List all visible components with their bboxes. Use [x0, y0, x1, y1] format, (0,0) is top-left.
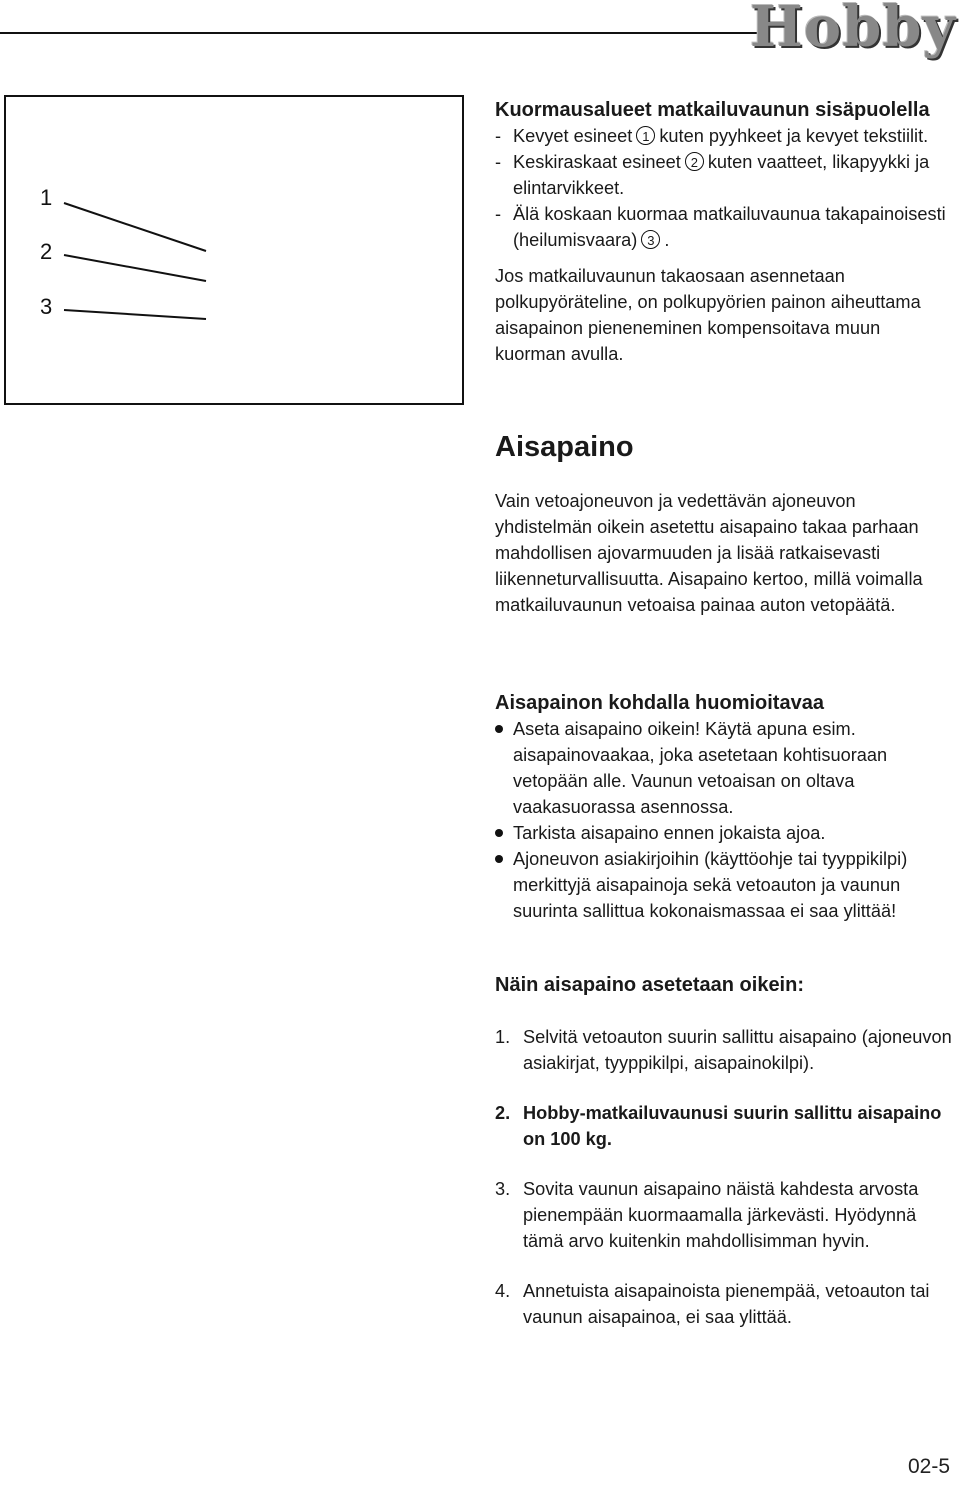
loading-item-3: - Älä koskaan kuormaa matkailuvaunua takapainoisesti (heilumisvaara) 3 .	[495, 201, 955, 253]
figure-label-1: 1	[40, 185, 53, 210]
marker-2: 2	[685, 152, 704, 171]
notes-heading: Aisapainon kohdalla huomioitavaa	[495, 692, 824, 714]
loading-item-1: - Kevyet esineet 1 kuten pyyhkeet ja kevyet tekstiilit.	[495, 123, 955, 149]
loading-section	[495, 97, 955, 367]
aisapaino-heading: Aisapaino	[495, 431, 634, 463]
step-item: 2. Hobby-matkailuvaunusi suurin sallittu aisapaino on 100 kg.	[495, 1103, 942, 1149]
notes-section	[495, 690, 955, 924]
step-item: 3. Sovita vaunun aisapaino näistä kahdesta arvosta pienempään kuormaamalla järkevästi. Hyödynnä tämä arvo kuitenkin mahdollisimman hyvin.	[495, 1179, 919, 1251]
loading-figure	[4, 95, 464, 405]
page-number: 02-5	[907, 1455, 950, 1478]
bike-rack-paragraph: Jos matkailuvaunun takaosaan asennetaan polkupyöräteline, on polkupyörien painon aiheuttama aisapainon pieneneminen kompensoitava muun kuorman avulla.	[495, 266, 921, 364]
figure-label-2: 2	[40, 239, 53, 264]
notes-bullet: Tarkista aisapaino ennen jokaista ajoa.	[495, 820, 955, 846]
notes-bullet: Aseta aisapaino oikein! Käytä apuna esim. aisapainovaakaa, joka asetetaan kohtisuoraan vetopään alle. Vaunun vetoaisan on oltava vaakasuorassa asennossa.	[495, 716, 955, 820]
loading-item-2: - Keskiraskaat esineet 2 kuten vaatteet, likapyykki ja elintarvikkeet.	[495, 149, 955, 201]
figure-label-3: 3	[40, 294, 53, 319]
steps-heading: Näin aisapaino asetetaan oikein:	[495, 974, 804, 996]
aisapaino-paragraph: Vain vetoajoneuvon ja vedettävän ajoneuvon yhdistelmän oikein asetettu aisapaino takaa parhaan mahdollisen ajovarmuuden ja lisää ratkaisevasti liikenneturvallisuutta. Aisapaino kertoo, millä voimalla matkailuvaunun vetoaisa painaa auton vetopäätä.	[495, 491, 923, 615]
step-item: 4. Annetuista aisapainoista pienempää, vetoauton tai vaunun aisapainoa, ei saa ylittää.	[495, 1281, 930, 1327]
leader-line-3	[64, 310, 206, 319]
leader-line-2	[64, 255, 206, 281]
marker-1: 1	[636, 126, 655, 145]
step-item: 1. Selvitä vetoauton suurin sallittu aisapaino (ajoneuvon asiakirjat, tyyppikilpi, aisapainokilpi).	[495, 1027, 952, 1073]
leader-line-1	[64, 203, 206, 251]
loading-title: Kuormausalueet matkailuvaunun sisäpuolella	[495, 99, 930, 121]
notes-bullet: Ajoneuvon asiakirjoihin (käyttöohje tai tyyppikilpi) merkittyjä aisapainoja sekä vetoauton ja vaunun suurinta sallittua kokonaismassaa ei saa ylittää!	[495, 846, 955, 924]
steps-section	[495, 972, 955, 1330]
header-rule	[0, 32, 768, 34]
leader-lines	[6, 97, 466, 407]
aisapaino-section	[495, 430, 955, 618]
hobby-logo: Hobby	[749, 0, 956, 60]
marker-3: 3	[641, 230, 660, 249]
